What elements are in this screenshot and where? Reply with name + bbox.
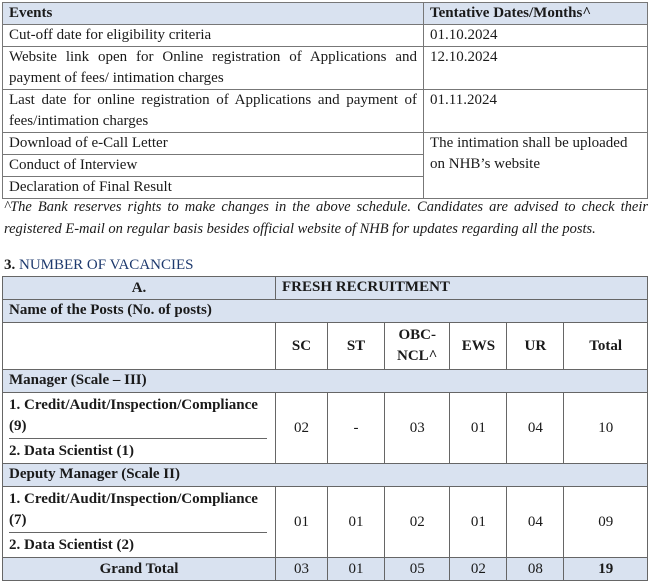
- column-header: OBC-NCL^: [385, 323, 450, 370]
- fresh-recruitment-label: FRESH RECRUITMENT: [276, 277, 648, 300]
- value-cell: 01: [328, 487, 385, 558]
- grand-total-row: [3, 558, 648, 581]
- post-item: 2. Data Scientist (2): [9, 532, 267, 557]
- section-title: NUMBER OF VACANCIES: [19, 257, 194, 273]
- value-cell: -: [328, 393, 385, 464]
- date-cell: 01.11.2024: [424, 90, 648, 133]
- posts-cell: [3, 393, 276, 464]
- grand-total-value: 19: [564, 558, 648, 581]
- vacancies-table: [2, 276, 648, 581]
- event-cell: Download of e-Call Letter: [3, 133, 424, 155]
- event-cell: Website link open for Online registration of Applications and payment of fees/ intimation charges: [3, 47, 424, 90]
- column-header: ST: [328, 323, 385, 370]
- event-cell: Declaration of Final Result: [3, 177, 424, 199]
- group-title-row: [3, 370, 648, 393]
- schedule-note: ^The Bank reserves rights to make changes in the above schedule. Candidates are advised to check their registered E-mail on regular basis besides official website of NHB for updates regarding all the posts.: [4, 199, 648, 237]
- column-header: SC: [276, 323, 328, 370]
- posts-header-row: [3, 300, 648, 323]
- schedule-header-row: [3, 3, 648, 25]
- schedule-table: [2, 2, 648, 199]
- date-cell: 12.10.2024: [424, 47, 648, 90]
- posts-header: Name of the Posts (No. of posts): [3, 300, 648, 323]
- value-cell: 02: [276, 393, 328, 464]
- group-title-row: [3, 464, 648, 487]
- column-header: UR: [507, 323, 564, 370]
- posts-cell: [3, 487, 276, 558]
- value-cell: 01: [276, 487, 328, 558]
- value-cell: 01: [450, 393, 507, 464]
- event-cell: Cut-off date for eligibility criteria: [3, 25, 424, 47]
- column-header-row: [3, 323, 648, 370]
- blank-header-cell: [3, 323, 276, 370]
- value-cell: 04: [507, 487, 564, 558]
- label-a: A.: [3, 277, 276, 300]
- value-cell: 10: [564, 393, 648, 464]
- date-cell: 01.10.2024: [424, 25, 648, 47]
- grand-total-value: 02: [450, 558, 507, 581]
- schedule-row: [3, 90, 648, 133]
- value-cell: 02: [385, 487, 450, 558]
- merged-date-cell: The intimation shall be uploaded on NHB’s website: [424, 133, 648, 199]
- post-item: 2. Data Scientist (1): [9, 438, 267, 463]
- dates-header: Tentative Dates/Months^: [424, 3, 648, 25]
- value-cell: 01: [450, 487, 507, 558]
- vacancies-title-row: [3, 277, 648, 300]
- section-heading: [4, 255, 194, 275]
- section-number: 3.: [4, 257, 16, 273]
- event-cell: Conduct of Interview: [3, 155, 424, 177]
- post-item: 1. Credit/Audit/Inspection/Compliance (9): [9, 397, 258, 434]
- event-cell: Last date for online registration of Applications and payment of fees/intimation charges: [3, 90, 424, 133]
- group-values-row: [3, 393, 648, 464]
- events-header: Events: [3, 3, 424, 25]
- value-cell: 04: [507, 393, 564, 464]
- value-cell: 03: [385, 393, 450, 464]
- schedule-row: [3, 47, 648, 90]
- post-item: 1. Credit/Audit/Inspection/Compliance (7): [9, 491, 258, 528]
- group-title: Manager (Scale – III): [3, 370, 648, 393]
- column-header: Total: [564, 323, 648, 370]
- grand-total-value: 05: [385, 558, 450, 581]
- group-title: Deputy Manager (Scale II): [3, 464, 648, 487]
- grand-total-label: Grand Total: [3, 558, 276, 581]
- schedule-row: [3, 133, 648, 155]
- column-header: EWS: [450, 323, 507, 370]
- group-values-row: [3, 487, 648, 558]
- grand-total-value: 01: [328, 558, 385, 581]
- grand-total-value: 03: [276, 558, 328, 581]
- schedule-row: [3, 25, 648, 47]
- value-cell: 09: [564, 487, 648, 558]
- grand-total-value: 08: [507, 558, 564, 581]
